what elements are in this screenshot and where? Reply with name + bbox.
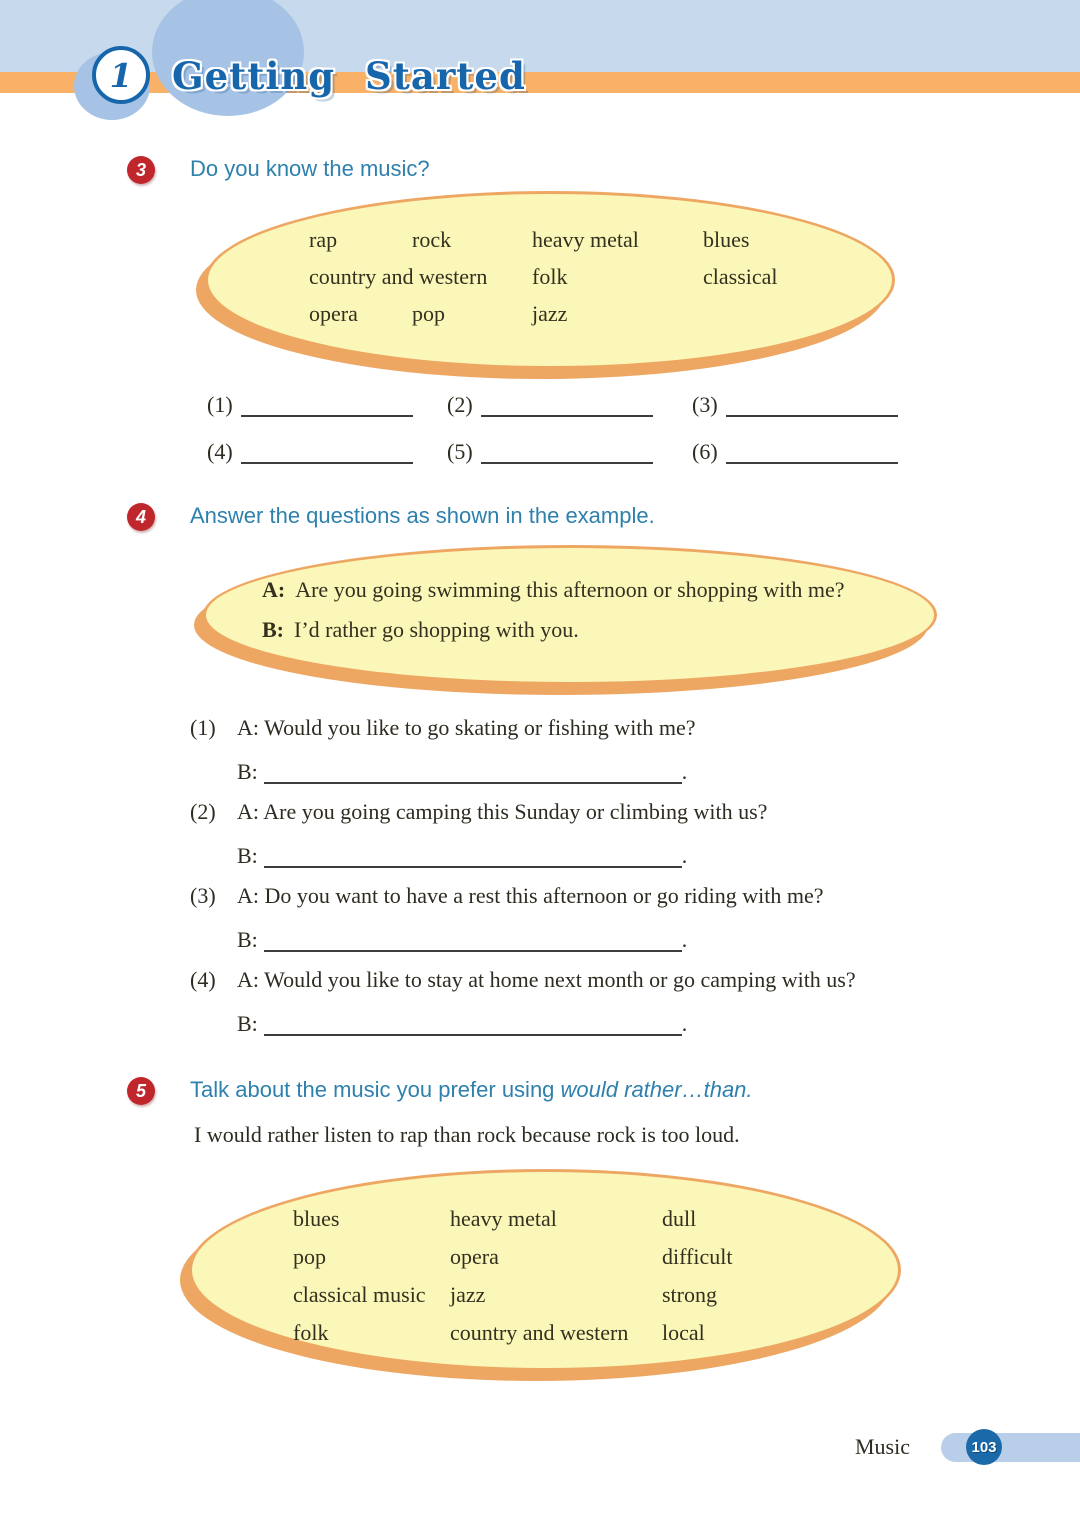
page-title: Getting Started: [172, 54, 526, 98]
blank-number: (4): [207, 439, 233, 464]
footer-section-label: Music: [855, 1434, 910, 1459]
answer-blank-line: [264, 844, 682, 868]
example-line-a: [262, 575, 934, 604]
exercise-4-badge: 4: [127, 503, 155, 531]
instruction-italic-phrase: would rather…than.: [560, 1077, 753, 1102]
question-item-1: [190, 713, 1000, 786]
blank-number: (3): [692, 392, 718, 417]
answer-blank-line: [726, 440, 898, 464]
question-number: (4): [190, 967, 216, 992]
answer-label: B:: [237, 843, 258, 868]
word-item: blues: [293, 1206, 340, 1231]
answer-blank-line: [726, 393, 898, 417]
question-text: A: Are you going camping this Sunday or climbing with us?: [237, 799, 768, 824]
answer-blank-item: [692, 391, 898, 418]
answer-blank-line: [241, 440, 413, 464]
answer-blank-item: [447, 438, 692, 465]
exercise-5-badge: 5: [127, 1077, 155, 1105]
speaker-a-label: A:: [262, 577, 286, 602]
answer-blank-line: [481, 440, 653, 464]
answer-label: B:: [237, 927, 258, 952]
unit-number-badge: 1: [92, 46, 150, 104]
question-text: A: Would you like to stay at home next month or go camping with us?: [237, 967, 856, 992]
exercise-3-word-box: [208, 194, 892, 366]
exercise-4-question-list: [190, 713, 1000, 1049]
answer-blank-item: [447, 391, 692, 418]
example-dialog: [206, 548, 934, 644]
word-item: rap: [309, 227, 338, 252]
exercise-3-answer-blanks: [207, 391, 898, 465]
question-number: (2): [190, 799, 216, 824]
blank-number: (2): [447, 392, 473, 417]
answer-blank-item: [207, 391, 447, 418]
word-item: folk: [532, 264, 568, 289]
blank-number: (1): [207, 392, 233, 417]
word-item: classical music: [293, 1282, 426, 1307]
answer-label: B:: [237, 1011, 258, 1036]
answer-blank-line: [481, 393, 653, 417]
exercise-5-example-sentence: I would rather listen to rap than rock because rock is too loud.: [194, 1122, 740, 1147]
word-item: strong: [662, 1282, 717, 1307]
word-item: rock: [412, 227, 452, 252]
word-item: country and western: [309, 264, 488, 289]
exercise-3-badge: 3: [127, 156, 155, 184]
blank-number: (5): [447, 439, 473, 464]
word-item: opera: [309, 301, 358, 326]
word-item: jazz: [532, 301, 568, 326]
exercise-4-example-box: [206, 548, 934, 682]
exercise-5-word-grid: [192, 1172, 898, 1346]
word-item: folk: [293, 1320, 329, 1345]
answer-blank-item: [207, 438, 447, 465]
word-item: local: [662, 1320, 705, 1345]
word-item: heavy metal: [532, 227, 639, 252]
exercise-3-word-grid: [208, 194, 892, 327]
question-text: A: Do you want to have a rest this afternoon or go riding with me?: [237, 883, 824, 908]
exercise-5-word-box: [192, 1172, 898, 1368]
exercise-3-instruction: Do you know the music?: [190, 156, 430, 181]
word-item: heavy metal: [450, 1206, 557, 1231]
word-item: opera: [450, 1244, 499, 1269]
question-number: (3): [190, 883, 216, 908]
answer-blank-line: [264, 928, 682, 952]
word-item: pop: [412, 301, 445, 326]
speaker-b-text: I’d rather go shopping with you.: [294, 617, 579, 642]
exercise-5-instruction: [190, 1077, 753, 1103]
footer-page-pill: [941, 1433, 1080, 1462]
word-item: classical: [703, 264, 778, 289]
question-item-3: [190, 881, 1000, 954]
answer-label: B:: [237, 759, 258, 784]
footer-page-number: 103: [966, 1429, 1002, 1465]
question-item-2: [190, 797, 1000, 870]
question-text: A: Would you like to go skating or fishing with me?: [237, 715, 696, 740]
word-item: dull: [662, 1206, 697, 1231]
answer-period: .: [681, 1011, 688, 1036]
exercise-4-instruction: Answer the questions as shown in the example.: [190, 503, 655, 528]
answer-blank-item: [692, 438, 898, 465]
word-item: jazz: [450, 1282, 486, 1307]
example-line-b: [262, 615, 934, 644]
speaker-a-text: Are you going swimming this afternoon or shopping with me?: [295, 577, 845, 602]
word-item: blues: [703, 227, 750, 252]
answer-blank-line: [264, 1012, 682, 1036]
answer-blank-line: [241, 393, 413, 417]
question-number: (1): [190, 715, 216, 740]
answer-blank-line: [264, 760, 682, 784]
answer-period: .: [681, 927, 688, 952]
blank-number: (6): [692, 439, 718, 464]
answer-period: .: [681, 843, 688, 868]
question-item-4: [190, 965, 1000, 1038]
speaker-b-label: B:: [262, 617, 284, 642]
answer-period: .: [681, 759, 688, 784]
word-item: country and western: [450, 1320, 629, 1345]
word-item: difficult: [662, 1244, 733, 1269]
instruction-text: Talk about the music you prefer using: [190, 1077, 561, 1102]
word-item: pop: [293, 1244, 326, 1269]
